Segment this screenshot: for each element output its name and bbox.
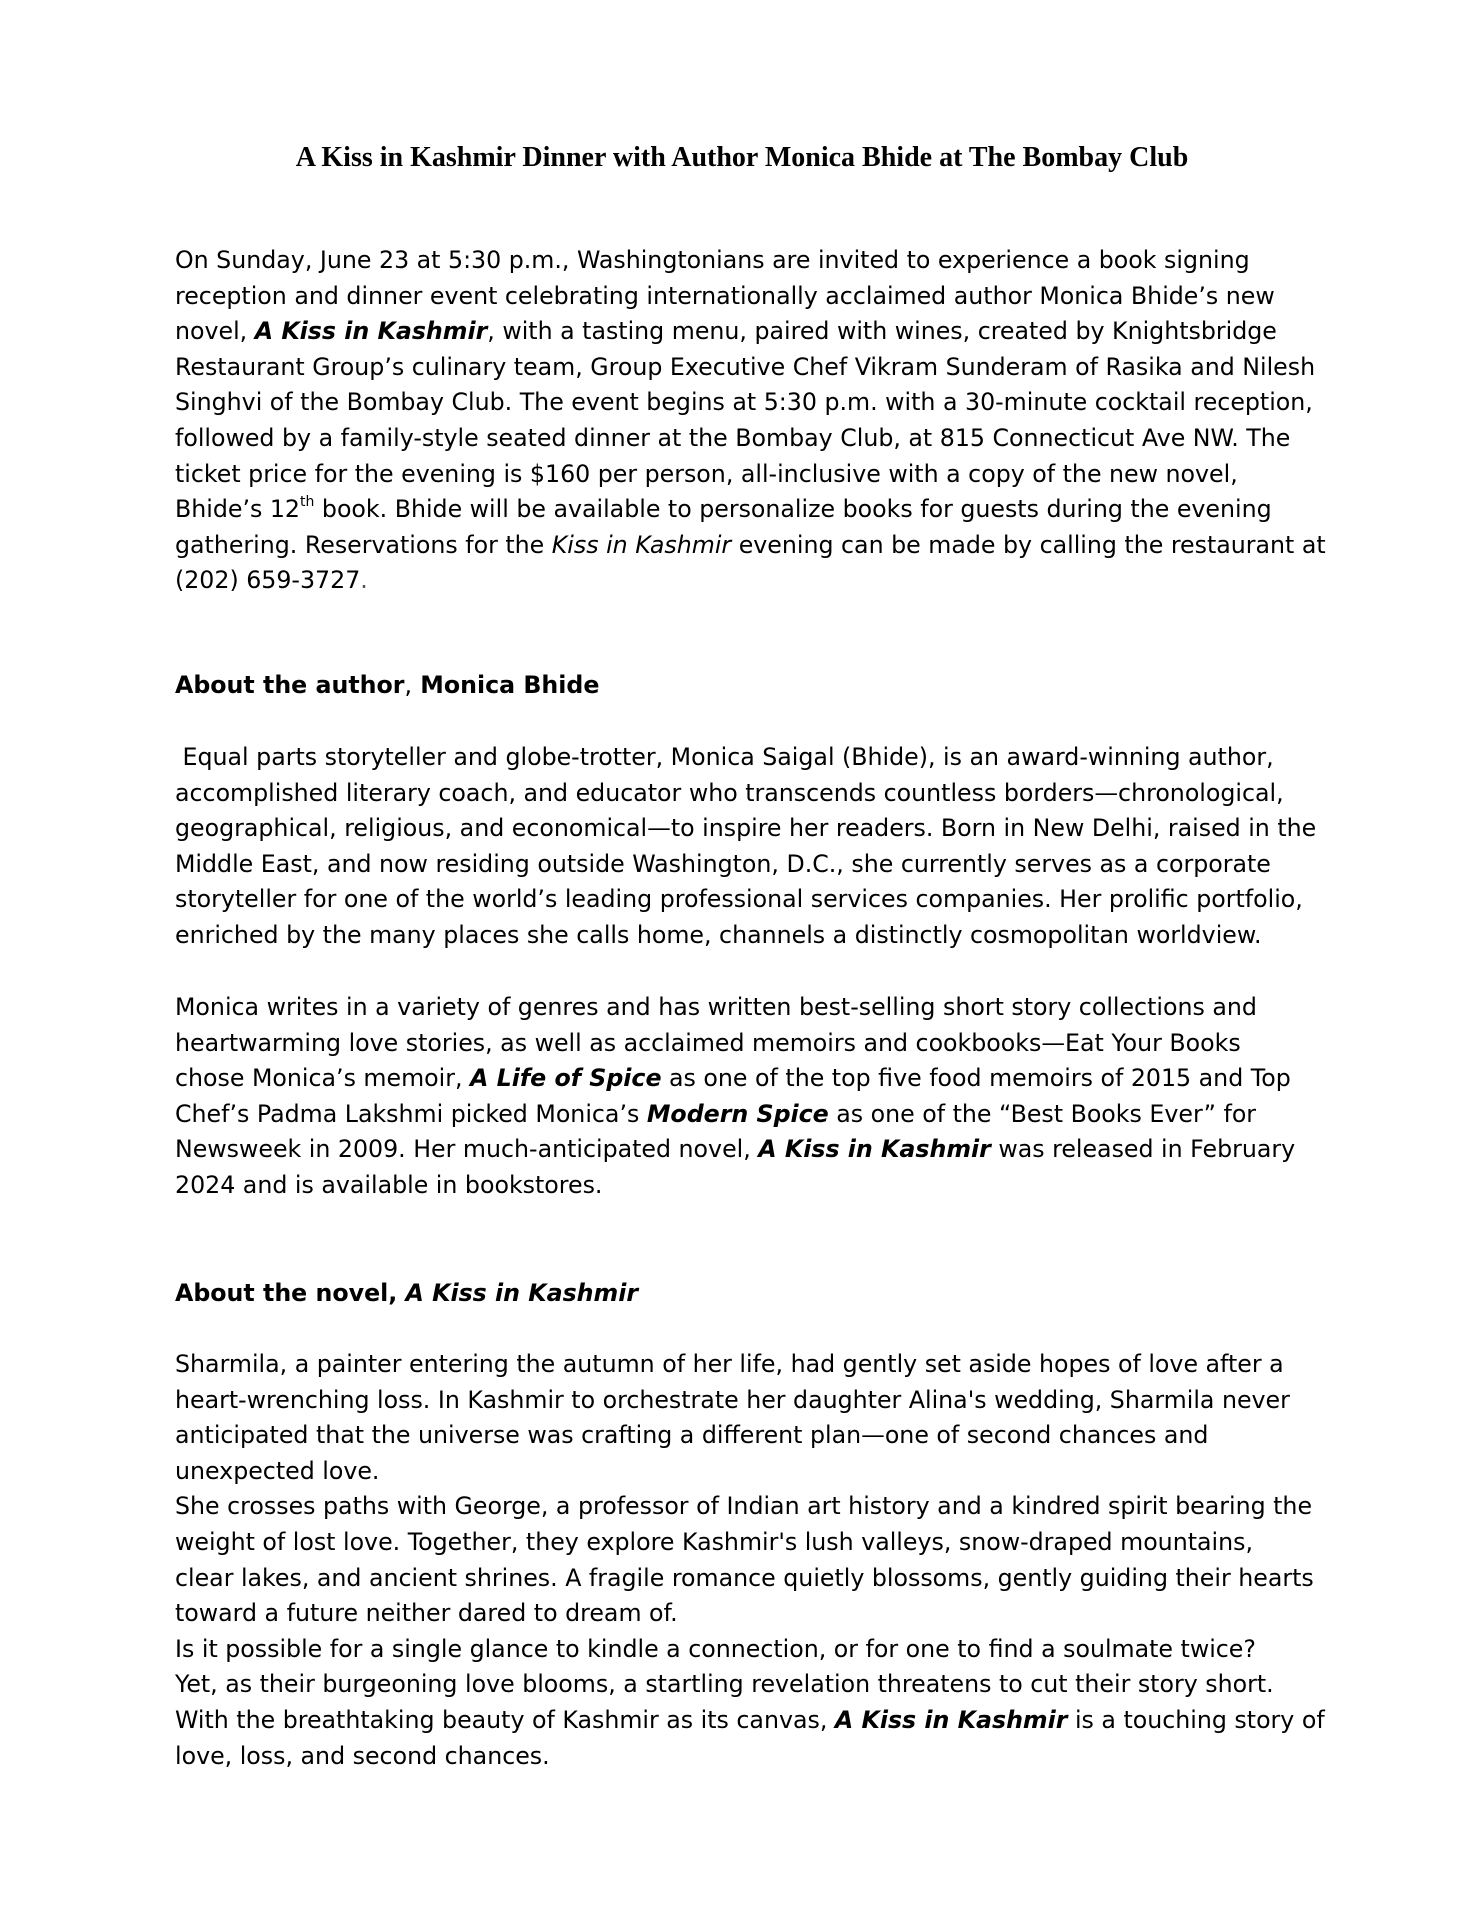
text-line: Chef’s Padma Lakshmi picked Monica’s Modern Spice as one of the “Best Books Ever” for bbox=[175, 1099, 1257, 1128]
text-line: Middle East, and now residing outside Washington, D.C., she currently serves as a corporate bbox=[175, 849, 1271, 878]
text-line: Monica writes in a variety of genres and has written best-selling short story collections and bbox=[175, 993, 1257, 1021]
text-line: love, loss, and second chances. bbox=[175, 1741, 550, 1770]
text-line: geographical, religious, and economical—to inspire her readers. Born in New Delhi, raised in the bbox=[175, 814, 1317, 843]
book-title: A Kiss in Kashmir bbox=[254, 317, 488, 346]
text-line: novel, A Kiss in Kashmir, with a tasting menu, paired with wines, created by Knightsbridge bbox=[175, 317, 1277, 346]
text-line: anticipated that the universe was crafting a different plan—one of second chances and bbox=[175, 1421, 1209, 1450]
text-line: storyteller for one of the world’s leading professional services companies. Her prolific portfolio, bbox=[175, 885, 1303, 914]
author-heading: About the author, Monica Bhide bbox=[175, 671, 600, 699]
author-works-paragraph bbox=[175, 990, 1320, 1204]
book-title: A Kiss in Kashmir bbox=[405, 1279, 639, 1307]
book-title: A Kiss in Kashmir bbox=[834, 1705, 1068, 1734]
text-line: unexpected love. bbox=[175, 1456, 380, 1485]
novel-synopsis bbox=[175, 1347, 1325, 1774]
text-line: Restaurant Group’s culinary team, Group Executive Chef Vikram Sunderam of Rasika and Nilesh bbox=[175, 352, 1316, 381]
text-line: followed by a family-style seated dinner at the Bombay Club, at 815 Connecticut Ave NW. The bbox=[175, 423, 1291, 452]
text-line: heart-wrenching loss. In Kashmir to orchestrate her daughter Alina's wedding, Sharmila never bbox=[175, 1385, 1290, 1414]
intro-paragraph bbox=[175, 243, 1326, 599]
text-line: Yet, as their burgeoning love blooms, a startling revelation threatens to cut their story short. bbox=[175, 1670, 1274, 1699]
text-line: gathering. Reservations for the Kiss in Kashmir evening can be made by calling the restaurant at bbox=[175, 530, 1326, 559]
text-line: heartwarming love stories, as well as acclaimed memoirs and cookbooks—Eat Your Books bbox=[175, 1028, 1241, 1057]
text-line: She crosses paths with George, a professor of Indian art history and a kindred spirit bearing the bbox=[175, 1492, 1313, 1521]
text-line: enriched by the many places she calls home, channels a distinctly cosmopolitan worldview. bbox=[175, 920, 1262, 949]
text-line: Newsweek in 2009. Her much-anticipated novel, A Kiss in Kashmir was released in February bbox=[175, 1135, 1296, 1164]
text-line: Singhvi of the Bombay Club. The event begins at 5:30 p.m. with a 30-minute cocktail reception, bbox=[175, 388, 1313, 417]
book-title: A Kiss in Kashmir bbox=[758, 1135, 991, 1164]
text-line: On Sunday, June 23 at 5:30 p.m., Washingtonians are invited to experience a book signing bbox=[175, 246, 1250, 274]
text-line: 2024 and is available in bookstores. bbox=[175, 1170, 603, 1199]
text-line: With the breathtaking beauty of Kashmir as its canvas, A Kiss in Kashmir is a touching story of bbox=[175, 1705, 1325, 1734]
text-line: Sharmila, a painter entering the autumn of her life, had gently set aside hopes of love after a bbox=[175, 1350, 1284, 1378]
text-line: Equal parts storyteller and globe-trotter, Monica Saigal (Bhide), is an award-winning author, bbox=[175, 743, 1274, 771]
book-title: Modern Spice bbox=[646, 1099, 829, 1128]
text-line: accomplished literary coach, and educator who transcends countless borders—chronological, bbox=[175, 778, 1284, 807]
book-title: Kiss in Kashmir bbox=[551, 530, 732, 559]
author-bio-paragraph bbox=[175, 740, 1320, 954]
text-line: (202) 659-3727. bbox=[175, 566, 368, 595]
text-line: chose Monica’s memoir, A Life of Spice as one of the top five food memoirs of 2015 and Top bbox=[175, 1064, 1291, 1093]
page-title: A Kiss in Kashmir Dinner with Author Monica Bhide at The Bombay Club bbox=[295, 142, 1189, 173]
text-line: Bhide’s 12th book. Bhide will be available to personalize books for guests during the evening bbox=[175, 494, 1272, 524]
text-line: weight of lost love. Together, they explore Kashmir's lush valleys, snow-draped mountains, bbox=[175, 1527, 1253, 1556]
text-line: ticket price for the evening is $160 per person, all-inclusive with a copy of the new novel, bbox=[175, 459, 1238, 488]
text-line: toward a future neither dared to dream of. bbox=[175, 1599, 678, 1628]
phone-number: (202) 659-3727 bbox=[175, 566, 361, 595]
text-line: reception and dinner event celebrating internationally acclaimed author Monica Bhide’s new bbox=[175, 281, 1275, 310]
text-line: clear lakes, and ancient shrines. A fragile romance quietly blossoms, gently guiding their hearts bbox=[175, 1563, 1314, 1592]
novel-heading: About the novel, A Kiss in Kashmir bbox=[175, 1279, 639, 1307]
text-line: Is it possible for a single glance to kindle a connection, or for one to find a soulmate twice? bbox=[175, 1634, 1256, 1663]
book-title: A Life of Spice bbox=[470, 1064, 662, 1093]
